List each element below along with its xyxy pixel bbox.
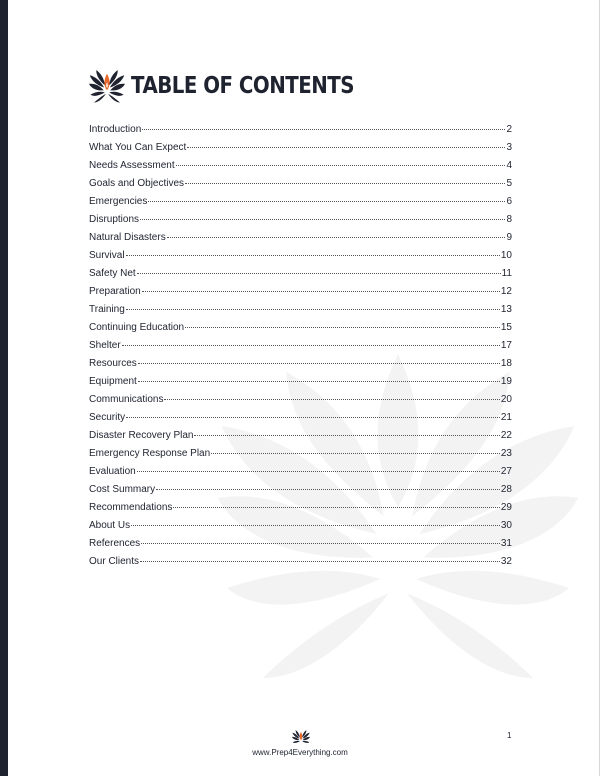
dot-leader bbox=[126, 255, 500, 256]
toc-entry[interactable] bbox=[89, 250, 512, 268]
toc-entry-page: 23 bbox=[500, 448, 512, 459]
toc-entry-label: Cost Summary bbox=[89, 484, 156, 495]
toc-entry[interactable] bbox=[89, 466, 512, 484]
toc-entry-label: Disaster Recovery Plan bbox=[89, 430, 194, 441]
toc-entry-label: References bbox=[89, 538, 141, 549]
toc-entry-label: Disruptions bbox=[89, 214, 140, 225]
toc-entry-label: Emergencies bbox=[89, 196, 148, 207]
toc-entry[interactable] bbox=[89, 142, 512, 160]
toc-entry[interactable] bbox=[89, 358, 512, 376]
toc-entry-label: Continuing Education bbox=[89, 322, 185, 333]
toc-entry-page: 12 bbox=[500, 286, 512, 297]
dot-leader bbox=[173, 507, 500, 508]
toc-entry-label: Safety Net bbox=[89, 268, 136, 279]
dot-leader bbox=[185, 327, 500, 328]
toc-entry[interactable] bbox=[89, 196, 512, 214]
toc-entry-page: 21 bbox=[500, 412, 512, 423]
toc-entry-page: 9 bbox=[506, 232, 512, 243]
toc-entry[interactable] bbox=[89, 214, 512, 232]
toc-entry-label: Recommendations bbox=[89, 502, 173, 513]
toc-entry-page: 10 bbox=[500, 250, 512, 261]
dot-leader bbox=[211, 453, 500, 454]
dot-leader bbox=[140, 561, 500, 562]
toc-entry-page: 27 bbox=[500, 466, 512, 477]
toc-entry[interactable] bbox=[89, 376, 512, 394]
toc-entry[interactable] bbox=[89, 502, 512, 520]
toc-entry-page: 3 bbox=[506, 142, 512, 153]
dot-leader bbox=[138, 381, 500, 382]
toc-entry-label: Security bbox=[89, 412, 126, 423]
toc-entry-page: 29 bbox=[500, 502, 512, 513]
toc-entry[interactable] bbox=[89, 520, 512, 538]
toc-entry-page: 15 bbox=[500, 322, 512, 333]
toc-entry[interactable] bbox=[89, 556, 512, 574]
toc-entry[interactable] bbox=[89, 394, 512, 412]
toc-entry-label: Preparation bbox=[89, 286, 141, 297]
dot-leader bbox=[176, 165, 506, 166]
toc-entry-label: Introduction bbox=[89, 124, 142, 135]
toc-entry[interactable] bbox=[89, 178, 512, 196]
dot-leader bbox=[164, 399, 499, 400]
toc-entry-page: 4 bbox=[506, 160, 512, 171]
toc-entry-page: 17 bbox=[500, 340, 512, 351]
toc-entry-label: What You Can Expect bbox=[89, 142, 187, 153]
toc-entry-label: Communications bbox=[89, 394, 164, 405]
toc-entry-page: 19 bbox=[500, 376, 512, 387]
toc-entry-label: Our Clients bbox=[89, 556, 140, 567]
toc-entry[interactable] bbox=[89, 322, 512, 340]
toc-entry-page: 30 bbox=[500, 520, 512, 531]
page-title: TABLE OF CONTENTS bbox=[131, 73, 354, 99]
toc-entry-label: Needs Assessment bbox=[89, 160, 175, 171]
toc-entry-page: 20 bbox=[500, 394, 512, 405]
dot-leader bbox=[167, 237, 506, 238]
left-sidebar-bar bbox=[0, 0, 8, 776]
dot-leader bbox=[187, 147, 505, 148]
dot-leader bbox=[126, 417, 500, 418]
dot-leader bbox=[142, 129, 505, 130]
toc-entry-label: Emergency Response Plan bbox=[89, 448, 211, 459]
dot-leader bbox=[140, 219, 505, 220]
toc-entry[interactable] bbox=[89, 448, 512, 466]
dot-leader bbox=[148, 201, 505, 202]
dot-leader bbox=[141, 543, 500, 544]
toc-entry[interactable] bbox=[89, 484, 512, 502]
toc-entry[interactable] bbox=[89, 412, 512, 430]
toc-entry-page: 18 bbox=[500, 358, 512, 369]
table-of-contents bbox=[89, 124, 512, 574]
toc-entry-page: 13 bbox=[500, 304, 512, 315]
dot-leader bbox=[137, 273, 501, 274]
toc-entry-page: 2 bbox=[506, 124, 512, 135]
footer-logo-icon bbox=[292, 729, 310, 747]
lotus-flame-logo-icon bbox=[89, 68, 125, 104]
toc-entry[interactable] bbox=[89, 286, 512, 304]
toc-entry[interactable] bbox=[89, 232, 512, 250]
dot-leader bbox=[142, 291, 500, 292]
dot-leader bbox=[137, 471, 500, 472]
dot-leader bbox=[131, 525, 500, 526]
toc-entry[interactable] bbox=[89, 160, 512, 178]
toc-entry[interactable] bbox=[89, 538, 512, 556]
toc-entry-label: Natural Disasters bbox=[89, 232, 166, 243]
dot-leader bbox=[138, 363, 500, 364]
toc-entry-page: 11 bbox=[501, 268, 512, 279]
dot-leader bbox=[156, 489, 500, 490]
dot-leader bbox=[185, 183, 505, 184]
toc-entry-page: 5 bbox=[506, 178, 512, 189]
toc-entry-page: 6 bbox=[506, 196, 512, 207]
toc-entry-page: 28 bbox=[500, 484, 512, 495]
page-number: 1 bbox=[507, 731, 512, 740]
toc-entry-label: Survival bbox=[89, 250, 125, 261]
toc-entry-label: Training bbox=[89, 304, 125, 315]
toc-entry-label: Evaluation bbox=[89, 466, 136, 477]
toc-entry-label: Resources bbox=[89, 358, 137, 369]
toc-entry-label: Goals and Objectives bbox=[89, 178, 185, 189]
toc-entry[interactable] bbox=[89, 124, 512, 142]
toc-entry[interactable] bbox=[89, 430, 512, 448]
toc-entry-page: 8 bbox=[506, 214, 512, 225]
toc-entry-page: 32 bbox=[500, 556, 512, 567]
footer-website-link[interactable]: www.Prep4Everything.com bbox=[252, 748, 348, 757]
toc-entry-label: Equipment bbox=[89, 376, 137, 387]
toc-entry-label: Shelter bbox=[89, 340, 121, 351]
dot-leader bbox=[122, 345, 500, 346]
toc-entry-page: 22 bbox=[500, 430, 512, 441]
toc-entry-label: About Us bbox=[89, 520, 131, 531]
toc-entry[interactable] bbox=[89, 268, 512, 286]
toc-entry[interactable] bbox=[89, 340, 512, 358]
toc-entry-page: 31 bbox=[500, 538, 512, 549]
dot-leader bbox=[126, 309, 500, 310]
toc-entry[interactable] bbox=[89, 304, 512, 322]
dot-leader bbox=[194, 435, 499, 436]
toc-header bbox=[89, 66, 390, 106]
